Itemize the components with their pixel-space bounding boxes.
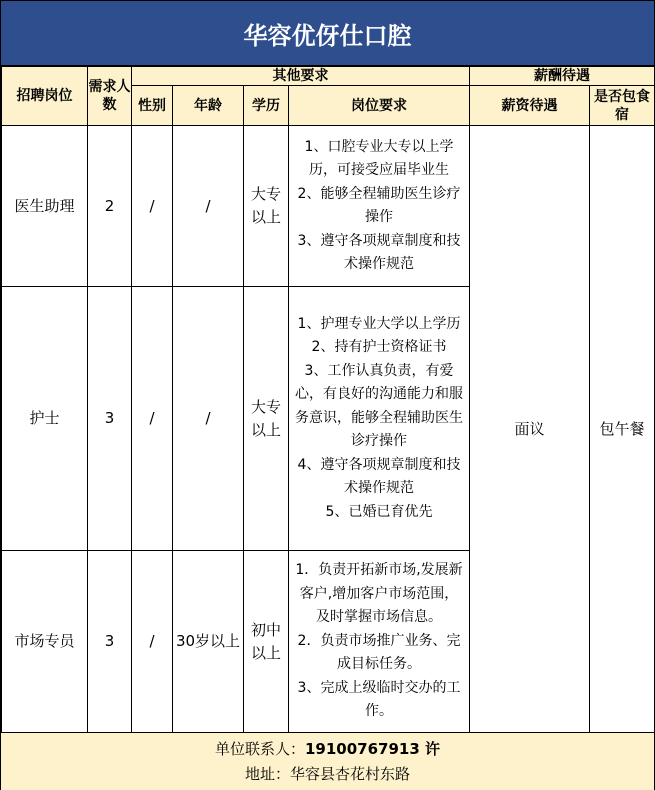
requirement-line: 3、工作认真负责，有爱心，有良好的沟通能力和服务意识，能够全程辅助医生诊疗操作 [295,362,463,450]
cell-requirements [289,287,470,551]
cell-position: 医生助理 [2,126,88,287]
cell-gender: / [132,551,173,733]
address-value: 华容县杏花村东路 [290,764,411,783]
cell-count: 3 [88,551,132,733]
header-salary: 薪资待遇 [470,86,590,126]
cell-room-board: 包午餐 [590,126,655,733]
header-education: 学历 [244,86,289,126]
header-compensation: 薪酬待遇 [470,67,655,86]
requirement-line: 5、已婚已育优先 [325,503,433,520]
header-position: 招聘岗位 [2,67,88,126]
header-job-requirements: 岗位要求 [289,86,470,126]
cell-education: 大专以上 [244,126,289,287]
header-other-requirements: 其他要求 [132,67,470,86]
cell-salary: 面议 [470,126,590,733]
cell-gender: / [132,287,173,551]
address-label: 地址： [244,764,290,783]
cell-age: / [173,287,244,551]
page-title: 华容优伢仕口腔 [1,1,654,66]
requirement-line: 4、遵守各项规章制度和技术操作规范 [297,456,461,497]
cell-gender: / [132,126,173,287]
requirement-line: 2．负责市场推广业务、完成目标任务。 [297,632,461,673]
cell-age: / [173,126,244,287]
cell-requirements [289,126,470,287]
requirement-line: 2、持有护士资格证书 [311,339,447,356]
header-room-board: 是否包食宿 [590,86,655,126]
cell-position: 护士 [2,287,88,551]
recruitment-table [1,66,655,733]
contact-label: 单位联系人： [214,739,305,758]
header-age: 年龄 [173,86,244,126]
contact-line [215,737,440,762]
requirement-line: 2、能够全程辅助医生诊疗操作 [297,185,461,225]
requirement-line: 3、遵守各项规章制度和技术操作规范 [297,232,461,272]
contact-footer [1,732,654,790]
requirement-line: 1．负责开拓新市场,发展新客户,增加客户市场范围，及时掌握市场信息。 [295,562,463,626]
requirement-line: 1、口腔专业大专以上学历，可接受应届毕业生 [304,138,454,178]
requirement-line: 1、护理专业大学以上学历 [297,315,461,332]
cell-requirements [289,551,470,733]
table-row [2,126,655,287]
cell-position: 市场专员 [2,551,88,733]
header-count: 需求人数 [88,67,132,126]
contact-value: 19100767913 许 [304,739,441,758]
header-gender: 性别 [132,86,173,126]
cell-education: 大专以上 [244,287,289,551]
address-line [245,762,410,787]
cell-count: 3 [88,287,132,551]
requirement-line: 3、完成上级临时交办的工作。 [297,679,461,720]
cell-age: 30岁以上 [173,551,244,733]
cell-education: 初中以上 [244,551,289,733]
cell-count: 2 [88,126,132,287]
